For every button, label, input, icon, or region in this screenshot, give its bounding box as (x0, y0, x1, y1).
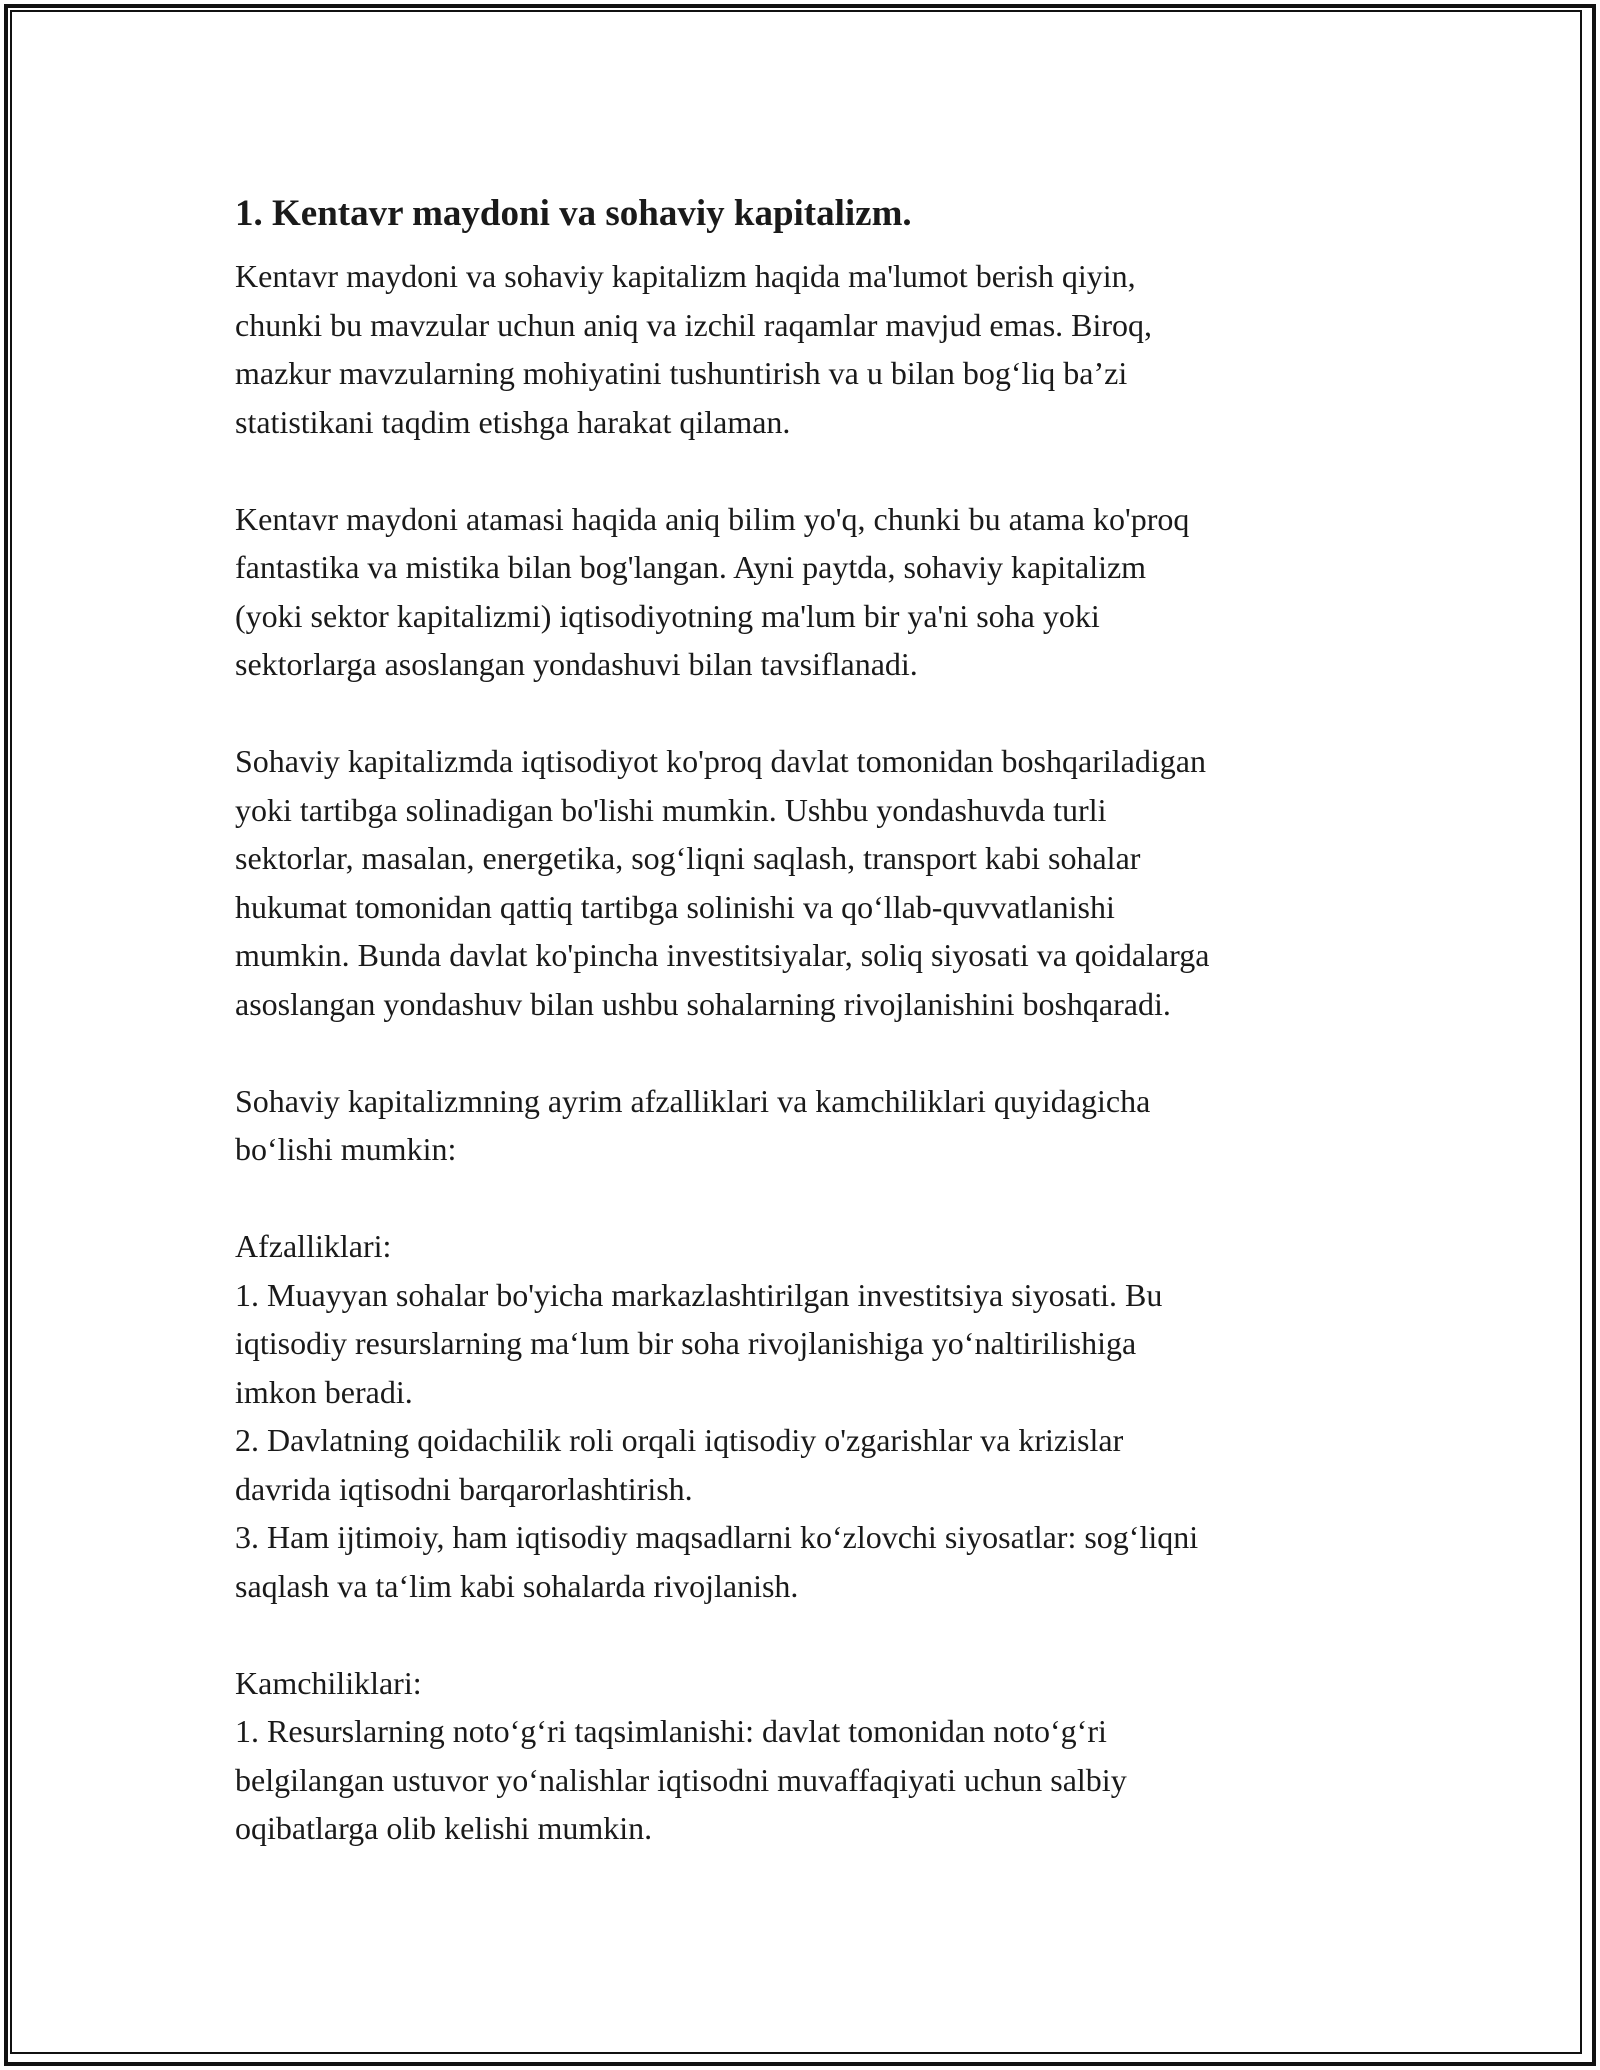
document-body (235, 188, 1415, 1901)
paragraph-line: Sohaviy kapitalizmning ayrim afzalliklari va kamchiliklari quyidagicha (235, 1082, 1151, 1119)
paragraph-line: statistikani taqdim etishga harakat qilaman. (235, 403, 791, 440)
paragraph-line: Sohaviy kapitalizmda iqtisodiyot ko'proq davlat tomonidan boshqariladigan (235, 743, 1206, 779)
paragraph-summary (235, 1077, 1415, 1174)
disadvantages-section (235, 1659, 1415, 1853)
paragraph-definition (235, 495, 1415, 689)
paragraph-line: yoki tartibga solinadigan bo'lishi mumkin. Ushbu yondashuvda turli (235, 791, 1107, 828)
paragraph-line: bo‘lishi mumkin: (235, 1131, 457, 1167)
list-item-line: 1. Resurslarning noto‘g‘ri taqsimlanishi: davlat tomonidan noto‘g‘ri (235, 1713, 1107, 1749)
section-heading: 1. Kentavr maydoni va sohaviy kapitalizm. (235, 193, 912, 234)
list-item-line: imkon beradi. (235, 1373, 413, 1410)
paragraph-line: mumkin. Bunda davlat ko'pincha investitsiyalar, soliq siyosati va qoidalarga (235, 937, 1210, 973)
paragraph-line: chunki bu mavzular uchun aniq va izchil raqamlar mavjud emas. Biroq, (235, 306, 1153, 343)
paragraph-line: (yoki sektor kapitalizmi) iqtisodiyotning ma'lum bir ya'ni soha yoki (235, 597, 1100, 634)
paragraph-line: fantastika va mistika bilan bog'langan. Ayni paytda, sohaviy kapitalizm (235, 549, 1147, 585)
list-item-line: 3. Ham ijtimoiy, ham iqtisodiy maqsadlarni ko‘zlovchi siyosatlar: sog‘liqni (235, 1519, 1199, 1555)
advantages-section (235, 1222, 1415, 1610)
list-item-line: iqtisodiy resurslarning ma‘lum bir soha rivojlanishiga yo‘naltirilishiga (235, 1325, 1137, 1361)
paragraph-line: Kentavr maydoni atamasi haqida aniq bilim yo'q, chunki bu atama ko'proq (235, 500, 1190, 537)
list-item-line: belgilangan ustuvor yo‘nalishlar iqtisodni muvaffaqiyati uchun salbiy (235, 1761, 1127, 1798)
paragraph-line: asoslangan yondashuv bilan ushbu sohalarning rivojlanishini boshqaradi. (235, 985, 1171, 1022)
paragraph-line: Kentavr maydoni va sohaviy kapitalizm haqida ma'lumot berish qiyin, (235, 258, 1136, 294)
paragraph-line: hukumat tomonidan qattiq tartibga solinishi va qo‘llab-quvvatlanishi (235, 888, 1115, 925)
list-item-line: 1. Muayyan sohalar bo'yicha markazlashtirilgan investitsiya siyosati. Bu (235, 1276, 1163, 1313)
paragraph-line: sektorlar, masalan, energetika, sog‘liqni saqlash, transport kabi sohalar (235, 840, 1141, 876)
list-item-line: oqibatlarga olib kelishi mumkin. (235, 1810, 653, 1846)
disadvantages-title: Kamchiliklari: (235, 1664, 422, 1701)
advantages-title: Afzalliklari: (235, 1228, 392, 1264)
list-item-line: saqlash va ta‘lim kabi sohalarda rivojlanish. (235, 1567, 799, 1604)
paragraph-description (235, 737, 1415, 1028)
paragraph-line: mazkur mavzularning mohiyatini tushuntirish va u bilan bog‘liq ba’zi (235, 355, 1128, 391)
paragraph-intro (235, 252, 1415, 446)
list-item-line: davrida iqtisodni barqarorlashtirish. (235, 1470, 693, 1507)
list-item-line: 2. Davlatning qoidachilik roli orqali iqtisodiy o'zgarishlar va krizislar (235, 1422, 1124, 1458)
paragraph-line: sektorlarga asoslangan yondashuvi bilan tavsiflanadi. (235, 646, 918, 682)
